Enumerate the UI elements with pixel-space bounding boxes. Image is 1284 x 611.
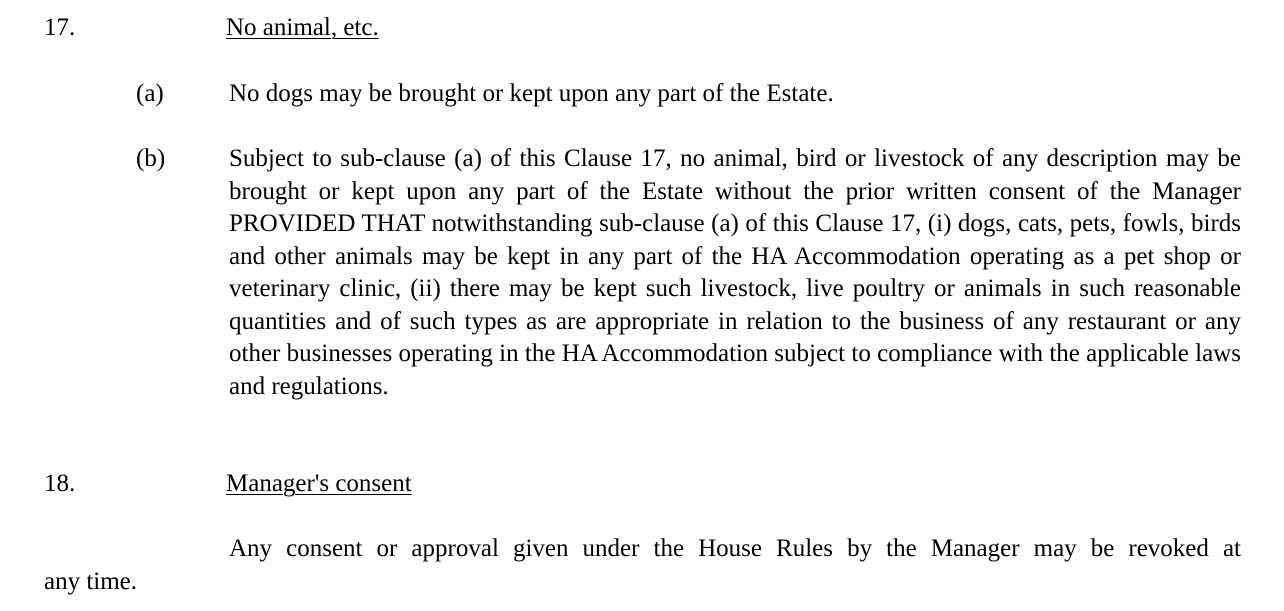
clause-17-sub-a-text: No dogs may be brought or kept upon any part of the Estate. [229,80,834,107]
clause-18-text-line-2: any time. [44,568,138,595]
clause-17-number: 17. [44,14,76,41]
clause-18-heading: Manager's consent [226,470,412,497]
clause-18-number: 18. [44,470,76,497]
clause-17-sub-a-label: (a) [136,80,164,107]
clause-17-sub-b-text: Subject to sub-clause (a) of this Clause 17, no animal, bird or livestock of any description may be brought or kept upon any part of the Estate without the prior written consent of the Manager PROVIDED THAT notwithstanding sub-clause (a) of this Clause 17, (i) dogs, cats, pets, fowls, birds and other animals may be kept in any part of the HA Accommodation operating as a pet shop or veterinary clinic, (ii) there may be kept such livestock, live poultry or animals in such reasonable quantities and of such types as are appropriate in relation to the business of any restaurant or any other businesses operating in the HA Accommodation subject to compliance with the applicable laws and regulations. [229,145,1241,400]
clause-17-sub-b-label: (b) [136,145,166,172]
clause-17-heading: No animal, etc. [226,14,379,41]
clause-18-text-line-1: Any consent or approval given under the House Rules by the Manager may be revoked at [229,535,1241,562]
